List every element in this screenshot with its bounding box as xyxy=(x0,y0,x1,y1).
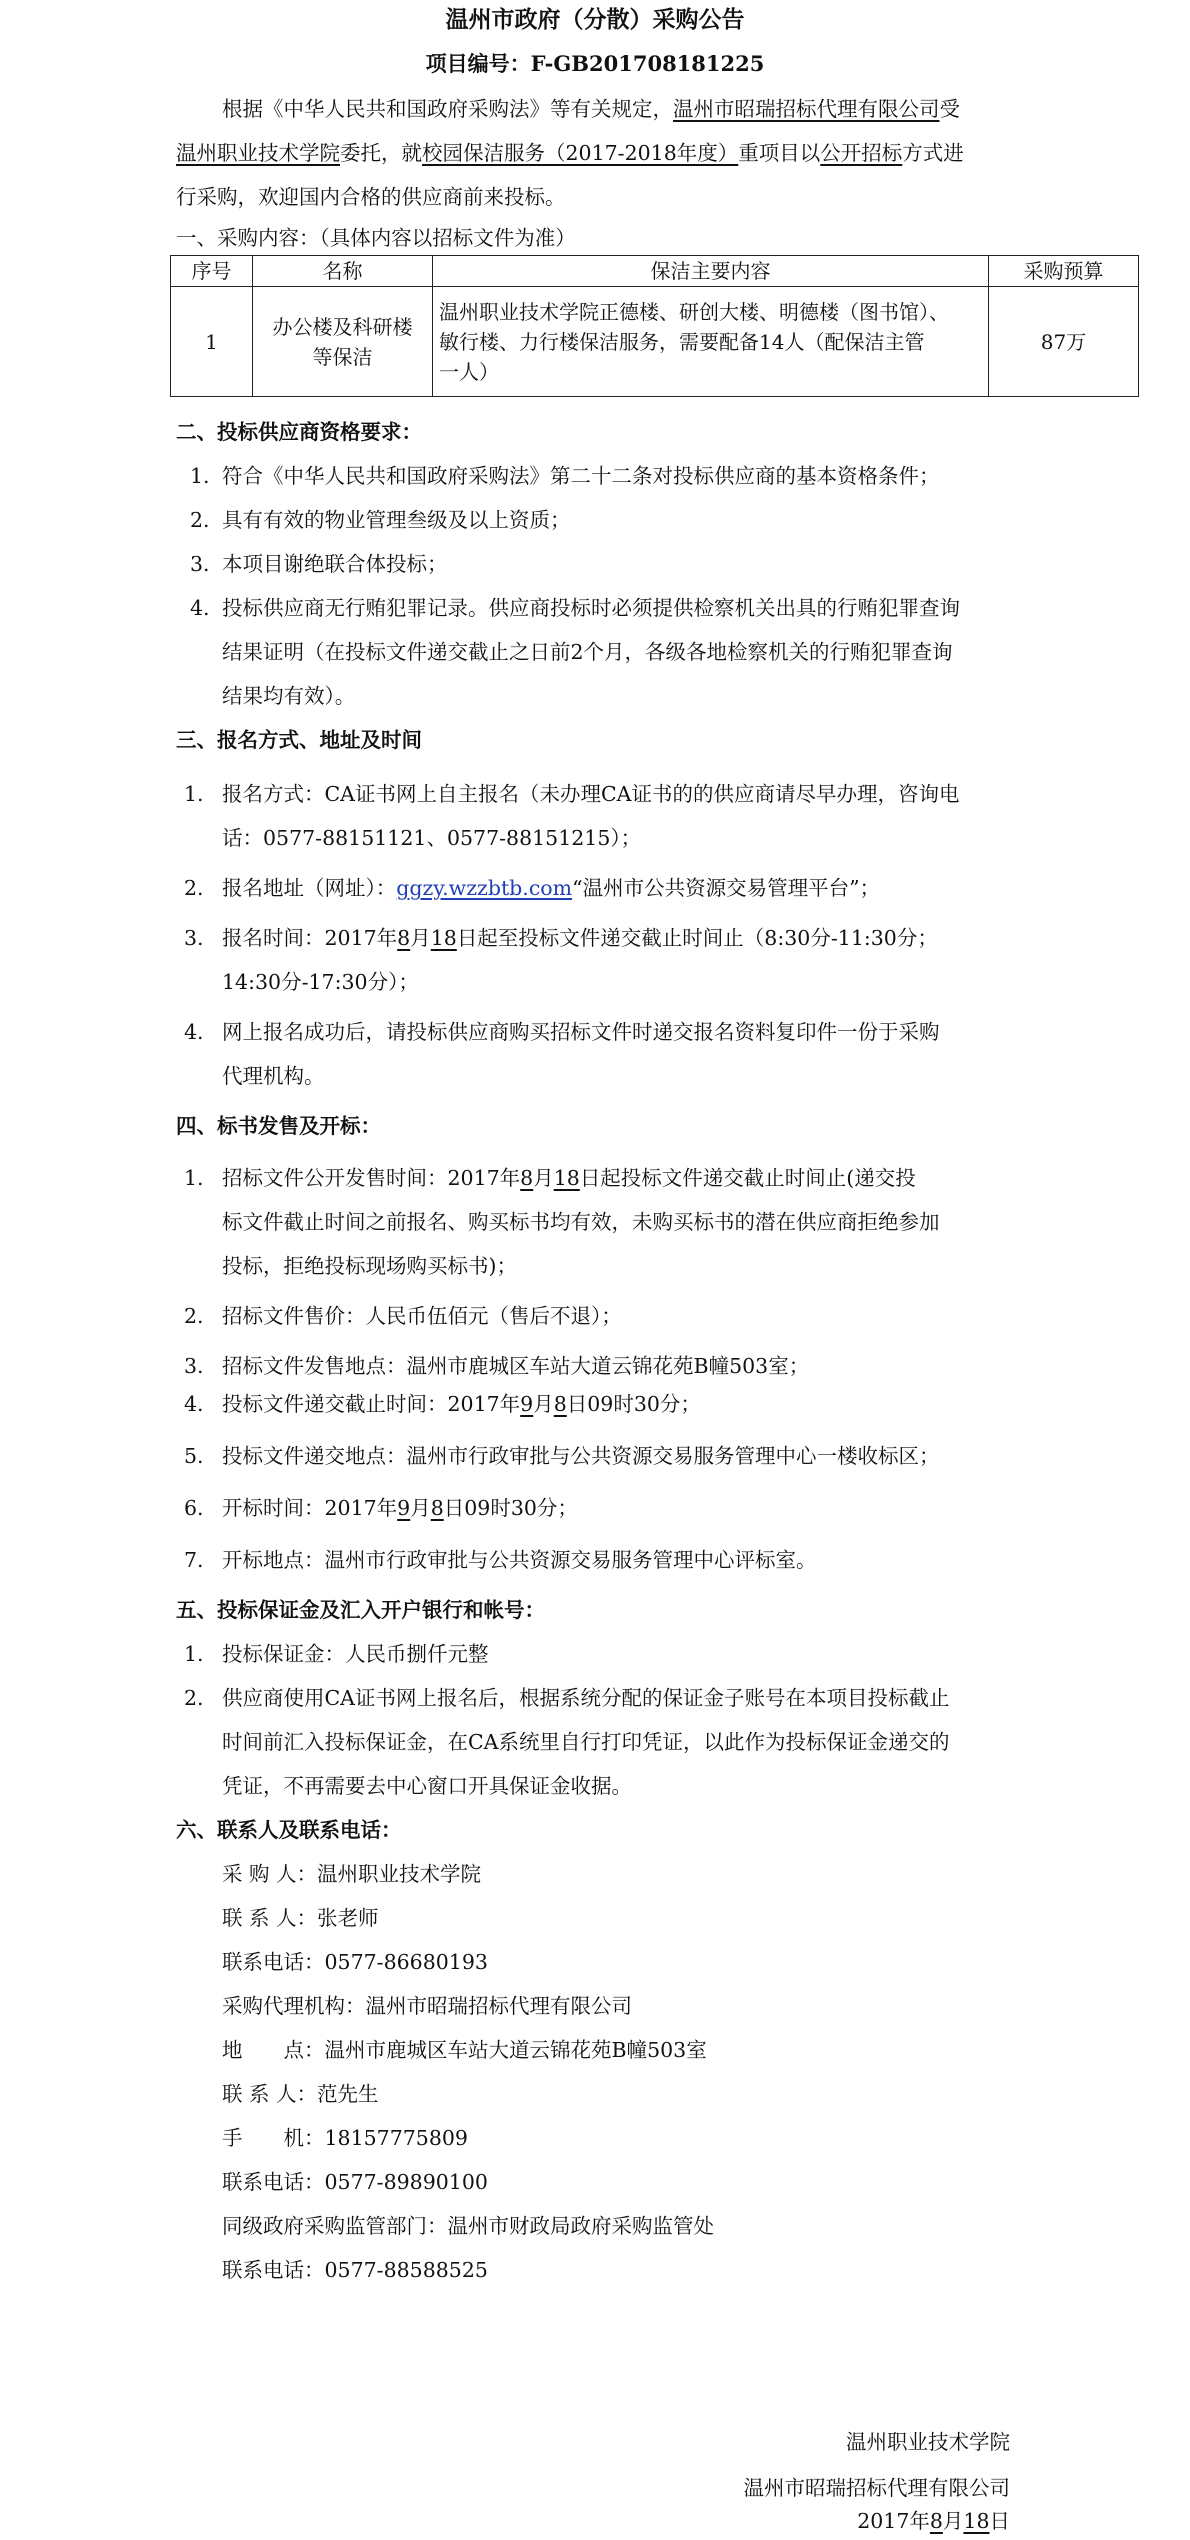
list-item: 网上报名成功后，请投标供应商购买招标文件时递交报名资料复印件一份于采购 xyxy=(222,1020,940,1044)
section2-heading: 二、投标供应商资格要求： xyxy=(176,420,422,444)
purchaser-name: 温州职业技术学院 xyxy=(176,141,340,165)
signature-org-1: 温州职业技术学院 xyxy=(846,2430,1010,2454)
list-number: 4. xyxy=(190,596,210,620)
list-item-cont: 凭证，不再需要去中心窗口开具保证金收据。 xyxy=(222,1774,632,1798)
list-item-cont: 投标，拒绝投标现场购买标书)； xyxy=(222,1254,517,1278)
list-item-cont: 标文件截止时间之前报名、购买标书均有效，未购买标书的潜在供应商拒绝参加 xyxy=(222,1210,940,1234)
agency-name: 温州市昭瑞招标代理有限公司 xyxy=(673,97,940,121)
project-number: 项目编号：F-GB201708181225 xyxy=(425,51,765,76)
list-item: 投标保证金：人民币捌仟元整 xyxy=(222,1642,489,1666)
list-number: 4. xyxy=(184,1392,204,1416)
signature-date: 2017年8月18日 xyxy=(857,2509,1010,2533)
list-number: 6. xyxy=(184,1496,204,1520)
list-item: 开标时间：2017年9月8日09时30分； xyxy=(222,1496,578,1520)
list-number: 3. xyxy=(184,1354,204,1378)
section1-heading: 一、采购内容：（具体内容以招标文件为准） xyxy=(176,226,576,250)
header-cell: 序号 xyxy=(171,256,253,287)
list-item: 招标文件售价：人民币伍佰元（售后不退）； xyxy=(222,1304,622,1328)
list-item: 具有有效的物业管理叁级及以上资质； xyxy=(222,508,571,532)
row-name: 办公楼及科研楼 等保洁 xyxy=(253,287,433,397)
contact-line: 联系电话：0577-88588525 xyxy=(222,2258,488,2282)
contact-line: 手 机：18157775809 xyxy=(222,2126,468,2150)
list-number: 2. xyxy=(184,1304,204,1328)
list-number: 1. xyxy=(184,1642,204,1666)
signature-org-2: 温州市昭瑞招标代理有限公司 xyxy=(743,2476,1010,2500)
intro-line-3: 行采购，欢迎国内合格的供应商前来投标。 xyxy=(176,185,566,209)
list-item: 供应商使用CA证书网上报名后，根据系统分配的保证金子账号在本项目投标截止 xyxy=(222,1686,950,1710)
table-row xyxy=(171,287,1139,397)
header-cell: 保洁主要内容 xyxy=(433,256,989,287)
contact-line: 同级政府采购监管部门：温州市财政局政府采购监管处 xyxy=(222,2214,714,2238)
list-item: 投标文件递交地点：温州市行政审批与公共资源交易服务管理中心一楼收标区； xyxy=(222,1444,940,1468)
list-item: 招标文件发售地点：温州市鹿城区车站大道云锦花苑B幢503室； xyxy=(222,1354,810,1378)
list-number: 5. xyxy=(184,1444,204,1468)
list-item: 符合《中华人民共和国政府采购法》第二十二条对投标供应商的基本资格条件； xyxy=(222,464,940,488)
list-item: 开标地点：温州市行政审批与公共资源交易服务管理中心评标室。 xyxy=(222,1548,817,1572)
list-item-cont: 结果证明（在投标文件递交截止之日前2个月，各级各地检察机关的行贿犯罪查询 xyxy=(222,640,953,664)
intro-line-1: 根据《中华人民共和国政府采购法》等有关规定，温州市昭瑞招标代理有限公司受 xyxy=(222,97,960,121)
page-title: 温州市政府（分散）采购公告 xyxy=(445,6,745,33)
list-number: 3. xyxy=(184,926,204,950)
table-header-row xyxy=(171,256,1139,287)
list-number: 2. xyxy=(184,1686,204,1710)
procurement-method: 公开招标 xyxy=(820,141,903,165)
header-cell: 采购预算 xyxy=(989,256,1139,287)
list-item: 报名方式：CA证书网上自主报名（未办理CA证书的的供应商请尽早办理，咨询电 xyxy=(222,782,960,806)
contact-line: 采购代理机构：温州市昭瑞招标代理有限公司 xyxy=(222,1994,632,2018)
list-item-cont: 代理机构。 xyxy=(222,1064,325,1088)
project-name: 校园保洁服务（2017-2018年度） xyxy=(422,141,739,165)
list-item: 报名地址（网址）：ggzy.wzzbtb.com“温州市公共资源交易管理平台”； xyxy=(222,876,881,900)
section5-heading: 五、投标保证金及汇入开户银行和帐号： xyxy=(176,1598,545,1622)
section4-heading: 四、标书发售及开标： xyxy=(176,1114,381,1138)
list-item: 投标供应商无行贿犯罪记录。供应商投标时必须提供检察机关出具的行贿犯罪查询 xyxy=(222,596,960,620)
contact-line: 采 购 人：温州职业技术学院 xyxy=(222,1862,482,1886)
row-number: 1 xyxy=(171,287,253,397)
list-number: 3. xyxy=(190,552,210,576)
contact-line: 联系电话：0577-89890100 xyxy=(222,2170,488,2194)
list-number: 2. xyxy=(184,876,204,900)
contact-line: 联系电话：0577-86680193 xyxy=(222,1950,488,1974)
contact-line: 联 系 人：范先生 xyxy=(222,2082,379,2106)
list-number: 1. xyxy=(184,782,204,806)
contact-line: 联 系 人：张老师 xyxy=(222,1906,379,1930)
list-item: 招标文件公开发售时间：2017年8月18日起投标文件递交截止时间止(递交投 xyxy=(222,1166,916,1190)
list-item: 报名时间：2017年8月18日起至投标文件递交截止时间止（8:30分-11:30分； xyxy=(222,926,938,950)
section3-heading: 三、报名方式、地址及时间 xyxy=(176,728,422,752)
section6-heading: 六、联系人及联系电话： xyxy=(176,1818,402,1842)
list-item-cont: 结果均有效）。 xyxy=(222,684,356,708)
list-item-cont: 时间前汇入投标保证金，在CA系统里自行打印凭证，以此作为投标保证金递交的 xyxy=(222,1730,950,1754)
list-number: 1. xyxy=(190,464,210,488)
list-item-cont: 14:30分-17:30分）； xyxy=(222,970,419,994)
row-content: 温州职业技术学院正德楼、研创大楼、明德楼（图书馆）、 敏行楼、力行楼保洁服务，需要配备14人（配保洁主管 一人） xyxy=(433,287,989,397)
registration-link[interactable]: ggzy.wzzbtb.com xyxy=(396,876,573,900)
list-item: 本项目谢绝联合体投标； xyxy=(222,552,448,576)
row-budget: 87万 xyxy=(989,287,1139,397)
contact-line: 地 点：温州市鹿城区车站大道云锦花苑B幢503室 xyxy=(222,2038,707,2062)
list-item: 投标文件递交截止时间：2017年9月8日09时30分； xyxy=(222,1392,701,1416)
list-number: 2. xyxy=(190,508,210,532)
list-item-cont: 话：0577-88151121、0577-88151215）； xyxy=(222,826,642,850)
header-cell: 名称 xyxy=(253,256,433,287)
list-number: 7. xyxy=(184,1548,204,1572)
list-number: 4. xyxy=(184,1020,204,1044)
procurement-table xyxy=(170,255,1139,397)
intro-line-2: 温州职业技术学院委托，就校园保洁服务（2017-2018年度）重项目以公开招标方式进 xyxy=(176,141,964,165)
list-number: 1. xyxy=(184,1166,204,1190)
